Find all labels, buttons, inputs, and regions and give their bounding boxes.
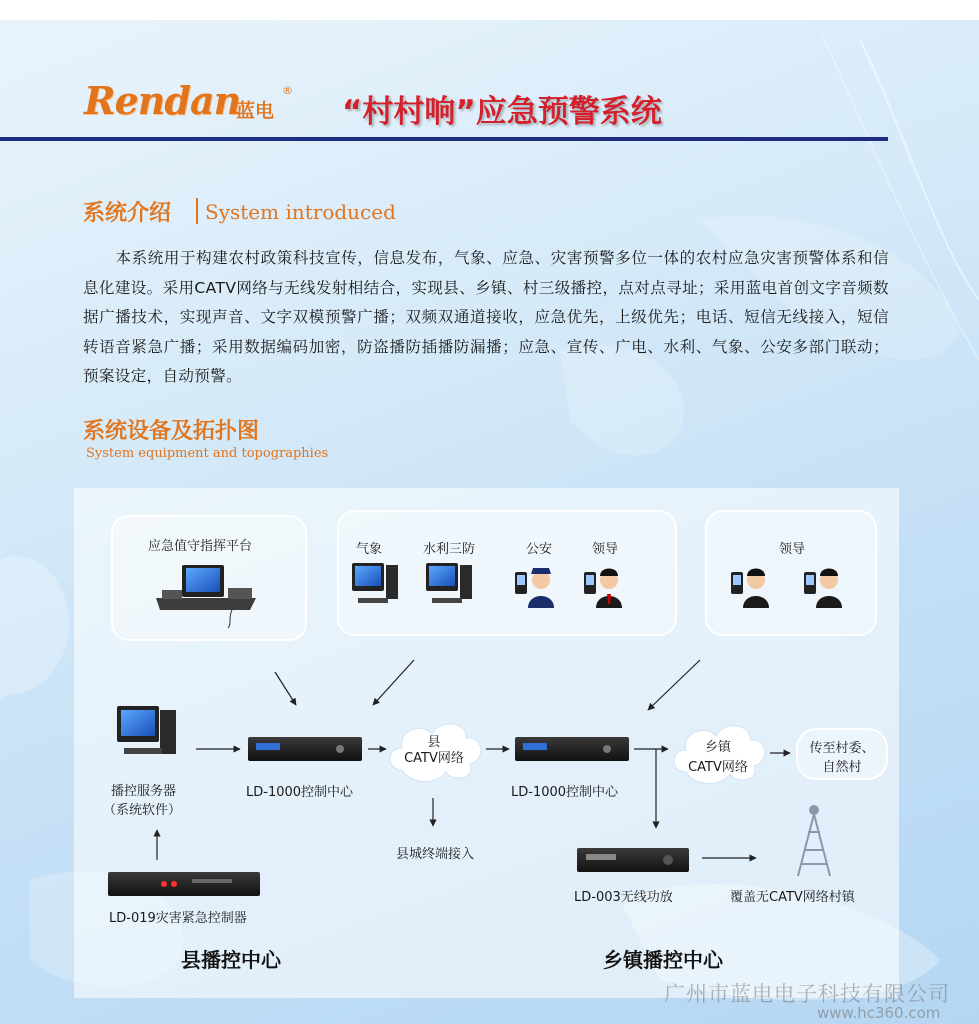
server-computer-icon <box>117 706 176 754</box>
page-title: “村村响”应急预警系统 <box>342 94 662 130</box>
dept-label-weather: 气象 <box>356 542 383 557</box>
computer-icon-weather <box>352 563 398 603</box>
topology-title-en: System equipment and topographies <box>86 446 329 461</box>
control-center-device-2 <box>515 737 629 761</box>
leader-icon-dept <box>584 569 622 609</box>
topology-title-cn: 系统设备及拓扑图 <box>83 419 260 444</box>
command-console-icon <box>156 565 256 628</box>
leader-icon-2 <box>804 569 842 609</box>
intro-body: 本系统用于构建农村政策科技宣传，信息发布，气象、应急、灾害预警多位一体的农村应急灾害预警体系和信息化建设。采用CATV网络与无线发射相结合，实现县、乡镇、村三级播控，点对点寻址；采用蓝电首创文字音频数据广播技术，实现声音、文字双模预警广播；双频双通道接收，应急优先，上级优先；电话、短信无线接入，短信转语音紧急广播；采用数据编码加密，防盗播防插播防漏播；应急、宣传、广电、水利、气象、公安多部门联动；预案设定，自动预警。 <box>83 249 889 385</box>
emergency-controller-device <box>108 872 260 896</box>
town-cloud-line1: 乡镇 <box>704 740 731 755</box>
wireless-amplifier-device <box>577 848 689 872</box>
footer-company-watermark: 广州市蓝电电子科技有限公司 <box>664 982 950 1006</box>
intro-title-en: System introduced <box>205 200 396 224</box>
leaders-label: 领导 <box>779 542 806 557</box>
logo-chinese: 蓝电 <box>236 100 275 122</box>
village-line2: 自然村 <box>822 760 862 775</box>
coverage-label: 覆盖无CATV网络村镇 <box>730 890 855 905</box>
control-center-device-1 <box>248 737 362 761</box>
county-center-title: 县播控中心 <box>181 948 281 972</box>
logo-script: Rendan <box>84 78 241 123</box>
leader-icon-1 <box>731 569 769 609</box>
server-sub-label: （系统软件） <box>103 803 182 818</box>
control-center-label-2: LD-1000控制中心 <box>511 785 619 800</box>
village-line1: 传至村委、 <box>809 741 875 756</box>
registered-mark: ® <box>282 84 293 97</box>
county-cloud-line1: 县 <box>427 735 441 750</box>
police-icon <box>515 568 554 608</box>
intro-title-cn: 系统介绍 <box>83 201 172 226</box>
dept-label-leader: 领导 <box>592 542 619 557</box>
emergency-controller-label: LD-019灾害紧急控制器 <box>109 911 247 926</box>
computer-icon-water <box>426 563 472 603</box>
control-center-label-1: LD-1000控制中心 <box>246 785 354 800</box>
dept-label-police: 公安 <box>526 542 553 557</box>
wireless-amp-label: LD-003无线功放 <box>574 890 673 905</box>
dept-label-water: 水利三防 <box>423 542 476 557</box>
radio-tower-icon <box>798 806 830 876</box>
town-cloud-line2: CATV网络 <box>688 760 748 775</box>
county-terminal-label: 县城终端接入 <box>396 847 475 862</box>
footer-url-watermark: www.hc360.com <box>817 1004 941 1022</box>
town-center-title: 乡镇播控中心 <box>603 948 723 972</box>
platform-label: 应急值守指挥平台 <box>148 539 253 554</box>
county-cloud-line2: CATV网络 <box>404 751 464 766</box>
server-label: 播控服务器 <box>111 784 177 799</box>
